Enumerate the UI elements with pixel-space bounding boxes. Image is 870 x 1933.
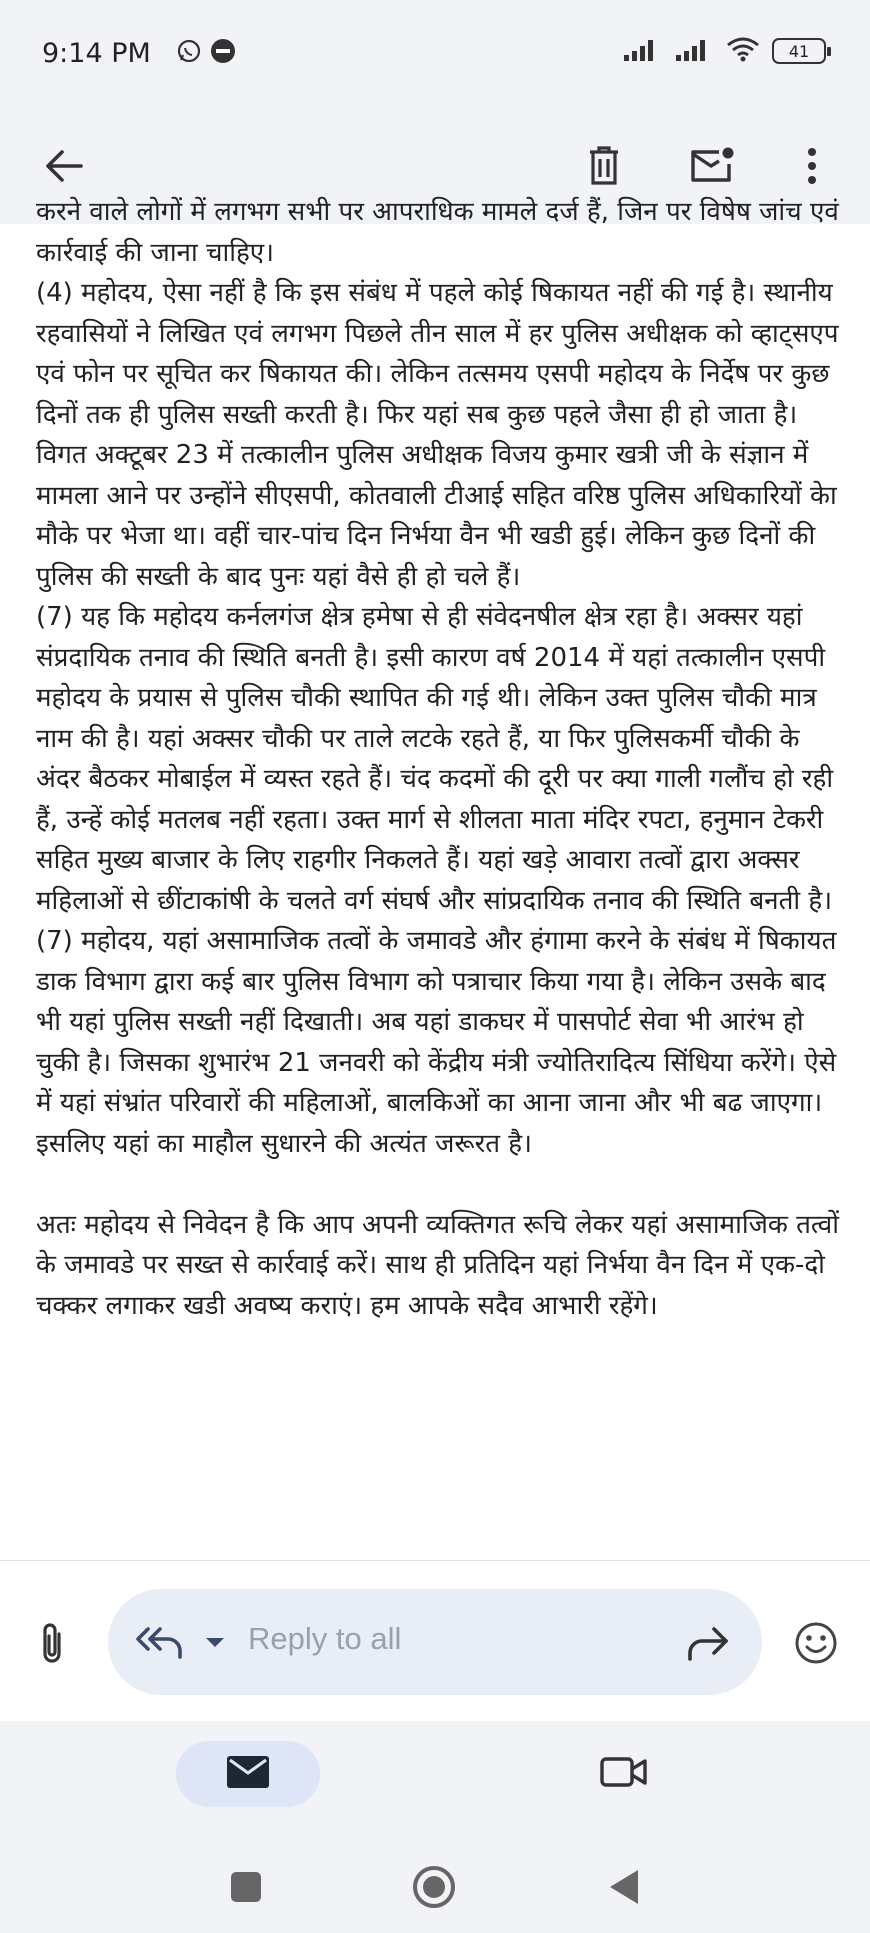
paragraph-spacer — [36, 1164, 846, 1205]
home-icon[interactable] — [404, 1857, 464, 1917]
bottom-nav — [0, 1721, 870, 1933]
mail-icon — [226, 1755, 270, 1793]
signal-icon — [674, 37, 714, 65]
forward-icon[interactable] — [684, 1619, 732, 1665]
status-bar — [0, 0, 870, 110]
message-paragraph: (7) यह कि महोदय कर्नलगंज क्षेत्र हमेषा से ही संवेदनषील क्षेत्र रहा है। अक्सर यहां संप्रदायिक तनाव की स्थिति बनती है। इसी कारण वर्ष 2014 में यहां तत्कालीन एसपी महोदय के प्रयास से पुलिस चौकी स्थापित की गई थी। लेकिन उक्त पुलिस चौकी मात्र नाम की है। यहां अक्सर चौकी पर ताले लटके रहते हैं, या फिर पुलिसकर्मी चौकी के अंदर बैठकर मोबाईल में व्यस्त रहते हैं। चंद कदमों की दूरी पर क्या गाली गलौंच हो रही हैं, उन्हें कोई मतलब नहीं रहता। उक्त मार्ग से शीलता माता मंदिर रपटा, हनुमान टेकरी सहित मुख्य बाजार के लिए राहगीर निकलते हैं। यहां खड़े आवारा तत्वों द्वारा अक्सर महिलाओं से छींटाकांषी के चलते वर्ग संघर्ष और सांप्रदायिक तनाव की स्थिति बनती है। — [36, 602, 834, 916]
meet-tab[interactable] — [584, 1741, 664, 1807]
dropdown-icon[interactable] — [202, 1629, 228, 1655]
zee-icon — [210, 38, 236, 68]
message-paragraph: (7) महोदय, यहां असामाजिक तत्वों के जमावडे और हंगामा करने के संबंध में षिकायत डाक विभाग द्वारा कई बार पुलिस विभाग को पत्राचार किया गया है। लेकिन उसके बाद भी यहां पुलिस सख्ती नहीं दिखाती। अब यहां डाकघर में पासपोर्ट सेवा भी आरंभ हो चुकी है। जिसका शुभारंभ 21 जनवरी को केंद्रीय मंत्री ज्योतिरादित्य सिंधिया करेंगे। ऐसे में यहां संभ्रांत परिवारों की महिलाओं, बालकिओं का आना जाना और भी बढ जाएगा। इसलिए यहां का माहौल सुधारने की अत्यंत जरूरत है। — [36, 926, 837, 1159]
message-paragraph: अतः महोदय से निवेदन है कि आप अपनी व्यक्तिगत रूचि लेकर यहां असामाजिक तत्वों के जमावडे पर सख्त से कार्रवाई करें। साथ ही प्रतिदिन यहां निर्भया वैन दिन में एक-दो चक्कर लगाकर खडी अवष्य कराएं। हम आपके सदैव आभारी रहेंगे। — [36, 1209, 839, 1321]
message-paragraph: करने वाले लोगों में लगभग सभी पर आपराधिक मामले दर्ज हैं, जिन पर विषेष जांच एवं कार्रवाई की जाना चाहिए। — [36, 197, 839, 268]
message-body — [0, 197, 870, 1560]
attachment-icon[interactable] — [16, 1607, 88, 1679]
recents-icon[interactable] — [216, 1857, 276, 1917]
reply-all-icon[interactable] — [134, 1619, 186, 1665]
reply-bar — [0, 1561, 870, 1721]
status-notification-icons — [176, 38, 236, 68]
battery-icon: 41 — [772, 38, 826, 64]
emoji-icon[interactable] — [780, 1607, 852, 1679]
mail-tab[interactable] — [176, 1741, 320, 1807]
reply-placeholder: Reply to all — [248, 1621, 402, 1656]
wifi-icon — [726, 36, 760, 66]
reply-input[interactable] — [108, 1589, 762, 1695]
video-icon — [600, 1755, 648, 1793]
status-time: 9:14 PM — [42, 38, 151, 69]
back-icon[interactable] — [594, 1857, 654, 1917]
system-nav — [0, 1837, 870, 1933]
message-text — [36, 192, 846, 1326]
signal-icon — [622, 37, 662, 65]
whatsapp-icon — [176, 38, 202, 68]
message-paragraph: (4) महोदय, ऐसा नहीं है कि इस संबंध में पहले कोई षिकायत नहीं की गई है। स्थानीय रहवासियों ने लिखित एवं लगभग पिछले तीन साल में हर पुलिस अधीक्षक को व्हाट्सएप एवं फोन पर सूचित कर षिकायत की। लेकिन तत्समय एसपी महोदय के निर्देष पर कुछ दिनों तक ही पुलिस सख्ती करती है। फिर यहां सब कुछ पहले जैसा ही हो जाता है। विगत अक्टूबर 23 में तत्कालीन पुलिस अधीक्षक विजय कुमार खत्री जी के संज्ञान में मामला आने पर उन्होंने सीएसपी, कोतवाली टीआई सहित वरिष्ठ पुलिस अधिकारियों केा मौके पर भेजा था। वहीं चार-पांच दिन निर्भया वैन भी खडी हुई। लेकिन कुछ दिनों की पुलिस की सख्ती के बाद पुनः यहां वैसे ही हो चले हैं। — [36, 278, 839, 592]
status-system-icons — [622, 36, 826, 66]
